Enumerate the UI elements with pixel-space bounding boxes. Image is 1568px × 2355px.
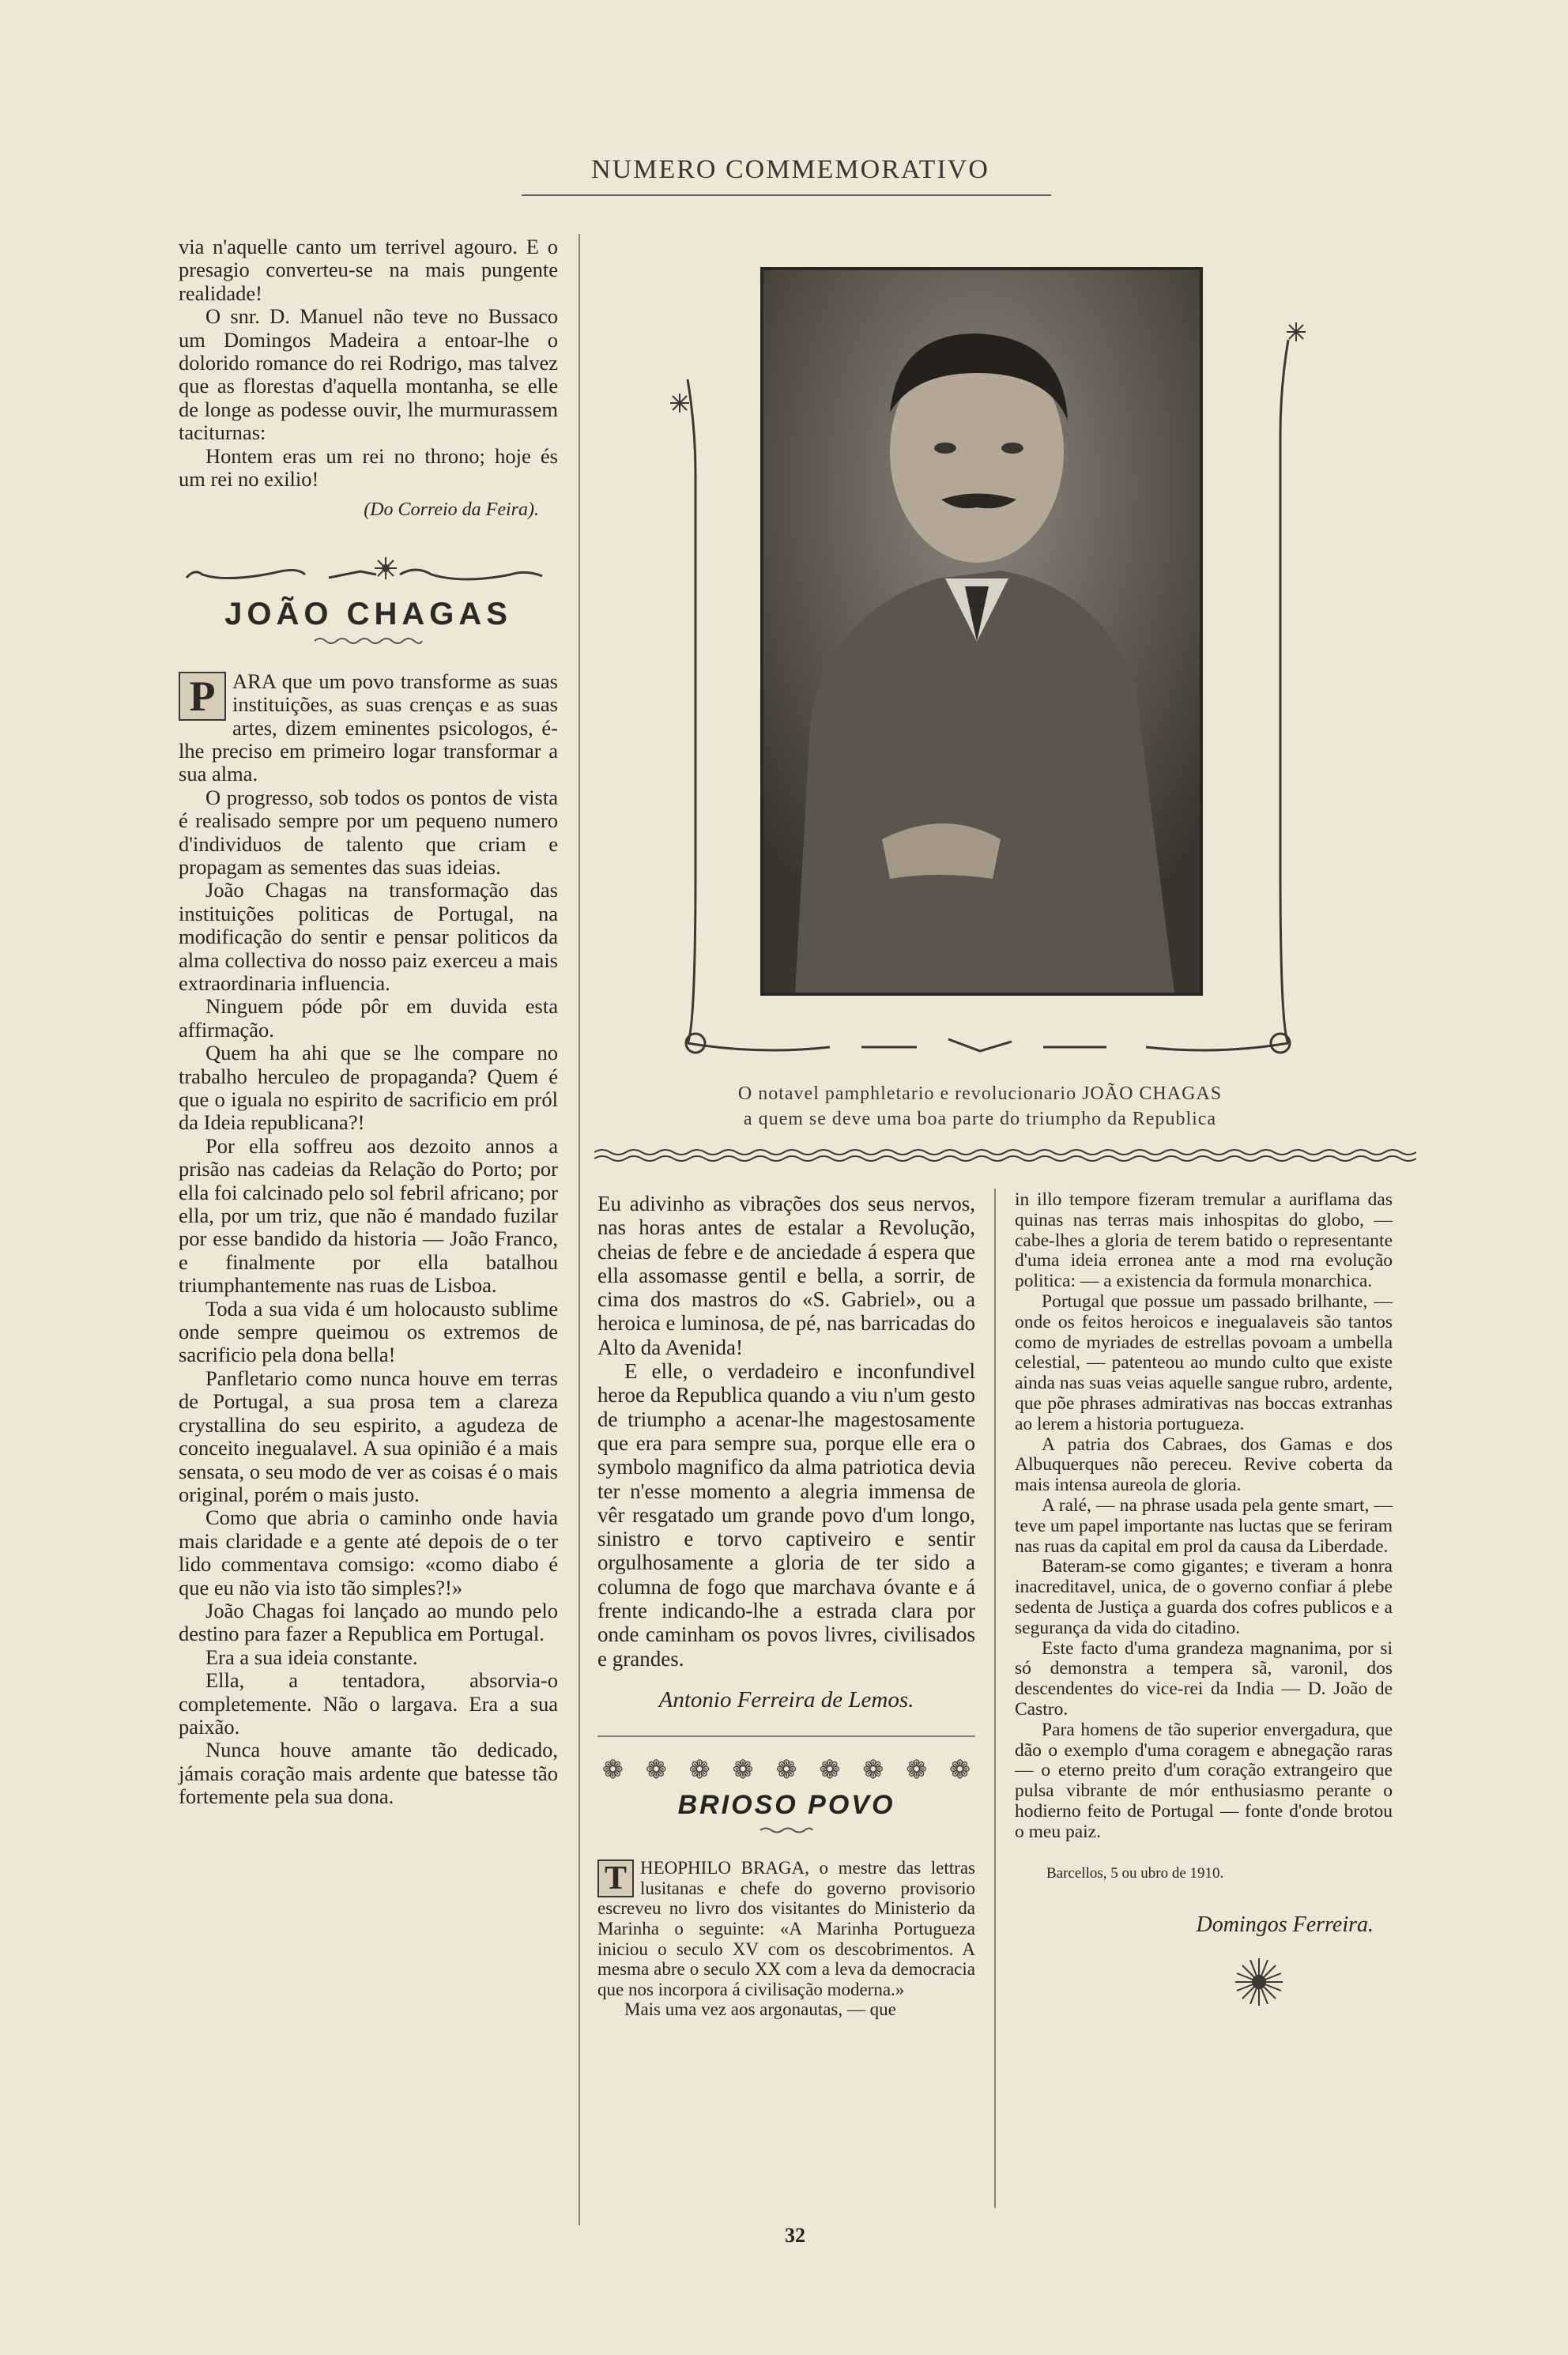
paragraph: Era a sua ideia constante. — [205, 1645, 418, 1669]
paragraph: A patria dos Cabraes, dos Gamas e dos Albuquerques não pereceu. Revive coberta da mais intensa aureola de gloria. — [1015, 1434, 1393, 1496]
page-number: 32 — [785, 2224, 805, 2247]
source-credit: (Do Correio da Feira). — [364, 499, 539, 521]
paragraph: Toda a sua vida é um holocausto sublime onde sempre queimou os extremos de sacrificio pela dona bella! — [179, 1296, 558, 1367]
paragraph: Panfletario como nunca houve em terras de Portugal, a sua prosa tem a clareza crystallina do seu espirito, a agudeza de conceito inegualavel. A sua opinião é a mais sensata, o seu modo de ver as coisas é o mais original, porém o mais justo. — [179, 1366, 558, 1506]
rosette-icon: ❁ — [949, 1755, 971, 1784]
rosette-icon: ❁ — [732, 1755, 754, 1784]
paragraph: via n'aquelle canto um terrivel agouro. E o presagio converteu-se na mais pungente realidade! — [179, 235, 558, 305]
paragraph: Ninguem póde pôr em duvida esta affirmação. — [179, 994, 558, 1042]
paragraph: Por ella soffreu aos dezoito annos a prisão nas cadeias da Relação do Porto; por ella foi calcinado pelo sol febril africano; por ella, por um triz, que não é mandado fuzilar por esse bandido da historia — João Franco, e finalmente por ella batalhou triumphantemente nas ruas de Lisboa. — [179, 1133, 558, 1298]
brioso-text — [597, 1858, 975, 2020]
section-rule — [597, 1735, 975, 1737]
article-title: JOÃO CHAGAS — [224, 596, 512, 631]
rosette-icon: ❁ — [645, 1755, 667, 1784]
rosette-row — [597, 1755, 975, 1784]
sunburst-icon — [1231, 1954, 1287, 2010]
column-right — [1015, 1190, 1393, 2015]
paragraph: Este facto d'uma grandeza magnanima, por si só demonstra a tempera sã, varonil, dos descendentes do vice-rei da India — D. João de Castro. — [1015, 1637, 1393, 1720]
rosette-icon: ❁ — [862, 1755, 884, 1784]
paragraph: Mais uma vez aos argonautas, — que — [624, 1999, 896, 2020]
paragraph: Ella, a tentadora, absorvia-o completemente. Não o largava. Era a sua paixão. — [179, 1668, 558, 1739]
dateline: Barcellos, 5 ou ubro de 1910. — [1046, 1864, 1224, 1882]
author-signature: Antonio Ferreira de Lemos. — [658, 1686, 914, 1713]
article-title: BRIOSO POVO — [677, 1789, 895, 1820]
paragraph-with-dropcap: P ARA que um povo transforme as suas instituições, as suas crenças e as suas artes, dizem eminentes psicologos, é-lhe preciso em primeiro logar transformar a sua alma. — [179, 669, 558, 786]
sunburst-ornament — [1015, 1954, 1393, 2015]
author-signature: Domingos Ferreira. — [1196, 1912, 1374, 1938]
column-divider — [994, 1189, 996, 2208]
paragraph: João Chagas foi lançado ao mundo pelo destino para fazer a Republica em Portugal. — [179, 1598, 558, 1646]
portrait-caption — [695, 1081, 1265, 1132]
header-rule — [522, 194, 1051, 196]
paragraph: Nunca houve amante tão dedicado, jámais coração mais ardente que batesse tão fortemente pela sua dona. — [179, 1738, 558, 1809]
title-squiggle — [179, 631, 558, 654]
paragraph-with-dropcap: T HEOPHILO BRAGA, o mestre das lettras lusitanas e chefe do governo provisorio escreveu no livro dos visitantes do Ministerio da Marinha o seguinte: «A Marinha Portugueza iniciou o seculo XV com os descobrimentos. A mesma abre o seculo XX com a leva da democracia que nos incorpora á civilisação moderna.» — [597, 1858, 975, 1999]
paragraph: Quem ha ahi que se lhe compare no trabalho herculeo de propaganda? Quem é que o iguala no espirito de sacrificio em pról da Ideia republicana?! — [179, 1041, 558, 1135]
paragraph: Eu adivinho as vibrações dos seus nervos, nas horas antes de estalar a Revolução, cheias de febre e de anciedade á espera que ella assomasse gentil e bella, a sorrir, de cima dos mastros do «S. Gabriel», ou a heroica e luminosa, de pé, nas barricadas do Alto da Avenida! — [597, 1192, 975, 1359]
caption-line: O notavel pamphletario e revolucionario JOÃO CHAGAS — [737, 1083, 1223, 1104]
rosette-icon: ❁ — [775, 1755, 797, 1784]
paragraph: A ralé, — na phrase usada pela gente smart, — teve um papel importante nas luctas que se feriram nas ruas da capital em prol da causa da Liberdade. — [1015, 1494, 1393, 1557]
paragraph: in illo tempore fizeram tremular a auriflama das quinas nas terras mais inhospitas do globo, — cabe-lhes a gloria de terem batido o representante d'uma ideia erronea ante a mod rna evolução politica: — a existencia da formula monarchica. — [1015, 1189, 1393, 1292]
column-divider — [579, 234, 580, 2225]
rosette-icon: ❁ — [602, 1755, 624, 1784]
paragraph: João Chagas na transformação das instituições politicas de Portugal, na modificação do sentir e pensar politicos da alma collectiva do nosso paiz exerceu a mais extraordinaria influencia. — [179, 878, 558, 995]
paragraph: E elle, o verdadeiro e inconfundivel heroe da Republica quando a viu n'um gesto de triumpho a acenar-lhe magestosamente que era para sempre sua, porque elle era o symbolo magnifico da alma patriotica devia ter n'esse momento a alegria immensa de vêr resgatado um grande povo d'um longo, sinistro e torvo captiveiro e sentir orgulhosamente a gloria de ter sido a columna de fogo que marchava óvante e á frente indicando-lhe a estrada clara por onde caminham os povos livres, civilisados e grandes. — [597, 1359, 975, 1671]
column-middle — [597, 1192, 975, 2020]
paragraph: Portugal que possue um passado brilhante, — onde os feitos heroicos e inegualaveis são tantos como de myriades de estrellas povoam a umbella celestial, — patenteou ao mundo culto que existe ainda nas suas veias aquelle sangue rubro, ardente, que põe phrases admirativas nas boccas extranhas ao lerem a historia portugueza. — [1015, 1291, 1393, 1434]
paragraph: O snr. D. Manuel não teve no Bussaco um Domingos Madeira a entoar-lhe o dolorido romance do rei Rodrigo, mas talvez que as florestas d'aquella montanha, se elle de longe as podesse ouvir, lhe murmurassem taciturnas: — [179, 304, 558, 445]
wavy-divider — [594, 1144, 1416, 1165]
title-squiggle — [597, 1818, 975, 1842]
flower-right-icon — [1287, 322, 1306, 341]
portrait-photo — [760, 267, 1203, 996]
paragraph: O progresso, sob todos os pontos de vista é realisado sempre por um pequeno numero d'individuos de talento que criam e propagam as sementes das suas ideias. — [179, 785, 558, 879]
divider-ornament — [179, 551, 558, 590]
dropcap: T — [597, 1860, 634, 1897]
rosette-icon: ❁ — [819, 1755, 841, 1784]
paragraph: Bateram-se como gigantes; e tiveram a honra inacreditavel, unica, de o governo confiar á plebe sedenta de Justiça a guarda dos cofres publicos e a segurança da vida do citadino. — [1015, 1556, 1393, 1638]
rosette-icon: ❁ — [906, 1755, 928, 1784]
dropcap: P — [179, 672, 226, 721]
page-header-title: NUMERO COMMEMORATIVO — [591, 155, 989, 184]
paragraph: Como que abria o caminho onde havia mais claridade e a gente até depois de o ter lido commentava comsigo: «como diabo é que eu não via isto tão simples?!» — [179, 1505, 558, 1600]
paragraph: Para homens de tão superior envergadura, que dão o exemplo d'uma coragem e abnegação raras — o eterno preito d'um coração extrangeiro que pulsa vibrante de mór enthusiasmo perante o hodierno feito de Portugal — fonte d'onde brotou o meu paiz. — [1015, 1719, 1393, 1842]
rosette-icon: ❁ — [688, 1755, 710, 1784]
column-left — [179, 236, 558, 1809]
flourish-ornament-icon — [179, 551, 558, 590]
paragraph: Hontem eras um rei no throno; hoje és um rei no exilio! — [179, 443, 558, 492]
flower-left-icon — [670, 394, 689, 413]
caption-line: a quem se deve uma boa parte do triumpho da Republica — [743, 1109, 1217, 1129]
man-portrait-icon — [763, 270, 1200, 993]
